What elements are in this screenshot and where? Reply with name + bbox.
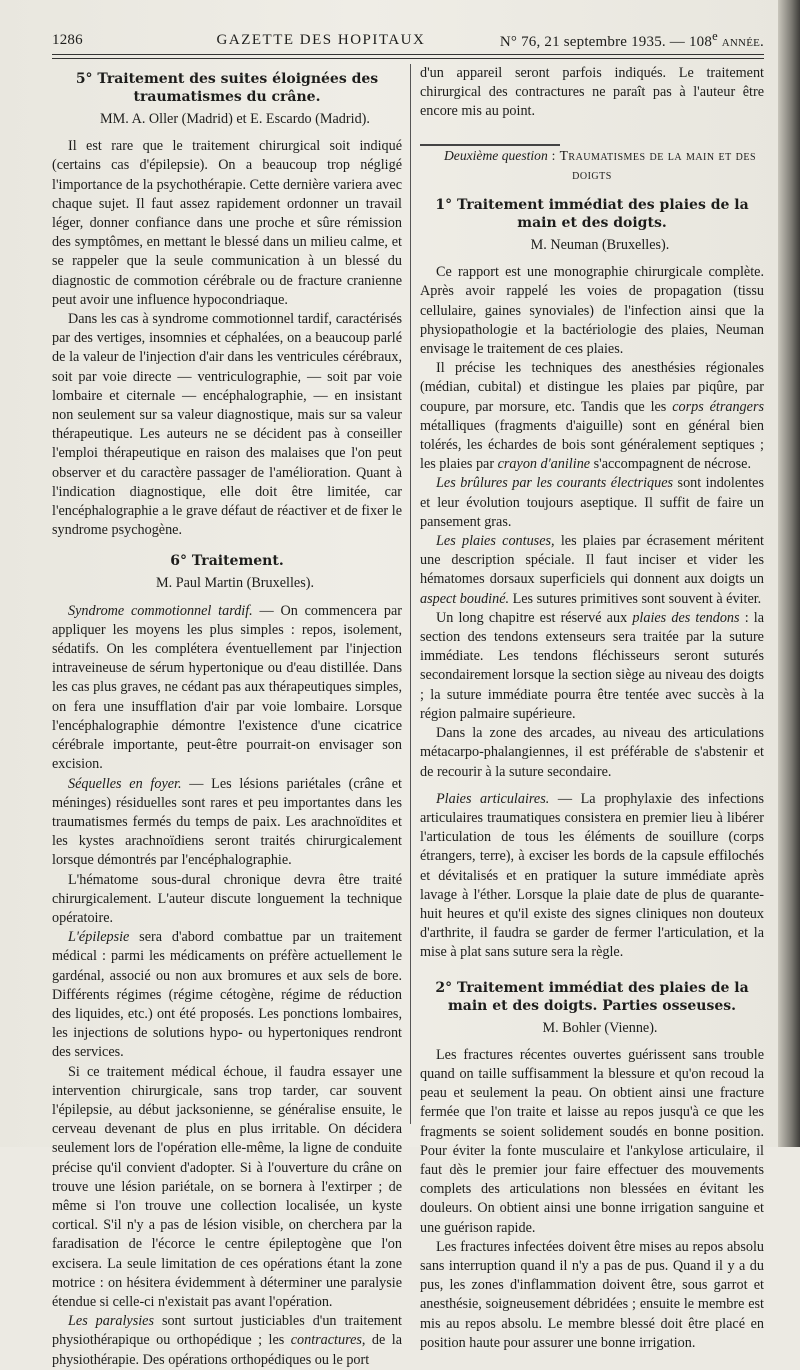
column-divider [410,64,411,1124]
journal-title: GAZETTE DES HOPITAUX [216,31,426,48]
paragraph: d'un appareil seront parfois indiqués. Le traitement chirurgical des contractures ne paraît pas à l'auteur être encore mis au point. [420,65,764,120]
paragraph: Les plaies contuses, les plaies par écrasement méritent une description spéciale. Il faut inciser et vider les hématomes dorsaux superficiels qui donnent aux doigts un aspect boudiné. Les sutures primitives sont souvent à éviter. [420,533,764,607]
paragraph: Il précise les techniques des anesthésies régionales (médian, cubital) et distingue les plaies par piqûre, par coupure, par morsure, etc. Tandis que les corps étrangers métalliques (fragments d'aiguille) sont en général bien tolérés, les échardes de bois sont généralement septiques ; les plaies par crayon d'aniline s'accompagnent de nécrose. [420,360,764,473]
paragraph: Les fractures infectées doivent être mises au repos absolu sans interruption quand il n'y a pas de pus. Quand il y a du pus, les zones d'inflammation doivent être, sous garrot et anesthésie, soigneusement débridées ; ensuite le membre est mis au repos absolu. Le membre blessé doit être placé en position haute pour assurer une bonne irrigation. [420,1238,764,1351]
page-number: 1286 [52,31,83,48]
paragraph: Dans la zone des arcades, au niveau des articulations métacarpo-phalangiennes, il est préférable de s'abstenir et de recourir à la suture secondaire. [420,725,764,780]
paragraph: L'hématome sous-dural chronique devra être traité chirurgicalement. L'auteur discute longuement la technique opératoire. [52,871,402,926]
paragraph: Plaies articulaires. — La prophylaxie des infections articulaires traumatiques consistera en premier lieu à libérer l'articulation de tous les éléments de souillure (corps étrangers, terre), à exciser les bords de la capsule effilochés et dévitalisés et en pratiquer la suture immédiate après lavage à l'éther. Lorsque la plaie date de plus de quarante-huit heures et qu'il existe des signes cliniques non douteux d'arthrite, il faudra se garder de fermer l'articulation, et la mise à plat sans suture sera la règle. [420,790,764,961]
page-edge-shadow [778,0,800,1147]
paragraph: Un long chapitre est réservé aux plaies des tendons : la section des tendons extenseurs sera traitée par la suture immédiate. Les tendons fléchisseurs seront suturés secondairement lorsque la section siège au niveau des doigts ; la suture immédiate pourra être tentée avec succès à la région palmaire supérieure. [420,609,765,722]
section-2-title: 2° Traitement immédiat des plaies de la main et des doigts. Parties osseuses. [435,979,749,1014]
section-5-title: 5° Traitement des suites éloignées des traumatismes du crâne. [75,71,379,105]
paragraph: Les paralysies sont surtout justiciables d'un traitement physiothérapique ou orthopédique ; les contractures, de la physiothérapie. Des opérations orthopédiques ou le port [52,1313,402,1368]
left-column [52,64,402,1370]
paragraph: Les fractures récentes ouvertes guérissent sans trouble quand on taille suffisamment la blessure et qu'on recoud la peau et seulement la peau. On obtient ainsi une fracture fermée que l'on traite et laisse au repos jusqu'à ce que les fragments se soient solidement soudés en bonne position. Pour éviter la fonte musculaire et l'ankylose articulaire, il faut dès le premier jour faire effectuer des mouvements complets des articulations non blessées en évitant les douleurs. On obtient ainsi une bonne irrigation sanguine et une guérison rapide. [420,1046,764,1236]
paragraph: Ce rapport est une monographie chirurgicale complète. Après avoir rappelé les voies de propagation (tissu cellulaire, gaines synoviales) de l'infection ainsi que la physiopathologie et la bactériologie des plaies, Neuman envisage le traitement de ces plaies. [420,264,764,358]
section-1-title: 1° Traitement immédiat des plaies de la main et des doigts. [435,197,749,232]
header-rule [52,54,764,59]
paragraph: Dans les cas à syndrome commotionnel tardif, caractérisés par des vertiges, insomnies et céphalées, on a beaucoup parlé de la valeur de l'injection d'air dans les ventricules cérébraux, soit par voie directe — ventriculographie, — soit par voie lombaire et citernale — encéphalographie, — en insistant non seulement sur sa valeur diagnostique, mais sur sa valeur thérapeutique. Les auteurs ne se décident pas à conseiller l'emploi thérapeutique en raison des malaises que l'on peut observer et du caractère passager de l'amélioration. Quant à l'indication diagnostique, elle doit être limitée, car l'encéphalographie a le grave défaut de réactiver et de fixer le syndrome psychogène. [52,311,402,539]
paragraph: Syndrome commotionnel tardif. — On commencera par appliquer les moyens les plus simples : repos, isolement, sédatifs. On les complétera éventuellement par l'injection intraveineuse de sérum hypertonique ou d'eau distillée. Dans les cas plus graves, ne cédant pas aux thérapeutiques simples, on fera une insufflation d'air par voie lombaire. Lorsque l'encéphalographie démontre l'existence d'une cicatrice cérébrale importante, peut-être pourrait-on envisager son excision. [52,602,402,773]
section-6-title: 6° Traitement. [170,553,284,570]
question-heading: Deuxième question : Traumatismes de la main et des doigts [443,147,757,182]
paragraph: Séquelles en foyer. — Les lésions pariétales (crâne et méninges) résiduelles sont rares et peu importantes dans les traumatismes fermés du temps de paix. Les arachnoïdites et les kystes arachnoïdiens seront traités chirurgicalement lorsque démontrés par l'encéphalographie. [52,775,403,869]
section-5-authors: MM. A. Oller (Madrid) et E. Escardo (Madrid). [100,111,370,127]
right-column [420,64,764,1353]
paragraph: Les brûlures par les courants électriques sont indolentes et leur évolution toujours aseptique. Il suffit de faire un pansement gras. [420,475,764,530]
section-6-author: M. Paul Martin (Bruxelles). [155,575,314,592]
paragraph: Il est rare que le traitement chirurgical soit indiqué (certains cas d'épilepsie). On a beaucoup trop négligé l'importance de la psychothérapie. Cette dernière variera avec chaque sujet. Il faut assez rapidement ordonner un travail léger, donner confiance dans une proche et sûre rémission des symptômes, en mettant le blessé dans un milieu calme, et se rappeler que la seule communication à un blessé du diagnostic de commotion cérébrale ou de fracture cranienne peut avoir une influence hypocondriaque. [52,138,402,308]
paragraph: Si ce traitement médical échoue, il faudra essayer une intervention chirurgicale, sans trop tarder, car souvent l'épilepsie, au début jacksonienne, se généralise ensuite, le cerveau devenant de plus en plus irritable. On décidera seulement lors de l'opération elle-même, la ligne de conduite précise qu'il convient d'adopter. Si à l'ouverture du crâne on trouve une lésion pariétale, on se bornera à l'extirper ; de même si l'on trouve une collection localisée, un kyste cortical. S'il n'y a pas de lésion visible, on cherchera par la faradisation de l'écorce le centre épileptogène que l'on excisera. La seule limitation de ces opérations étant la zone motrice : on hésitera évidemment à déterminer une paralysie étendue si celle-ci n'existait pas avant l'opération. [52,1063,402,1310]
running-header [52,28,764,52]
paragraph: L'épilepsie sera d'abord combattue par un traitement médical : parmi les médicaments on préfère actuellement le gardénal, associé ou non aux bromures et aux sels de bore. Différents régimes (régime cétogène, régime de réduction des liquides, etc.) ont été proposés. Les ponctions lombaires, les injections de solutions hypo- ou hypertoniques rendront des services. [52,929,402,1061]
issue-info: N° 76, 21 septembre 1935. — 108e année. [499,29,764,50]
section-1-author: M. Neuman (Bruxelles). [530,237,670,254]
section-2-author: M. Bohler (Vienne). [542,1019,658,1036]
